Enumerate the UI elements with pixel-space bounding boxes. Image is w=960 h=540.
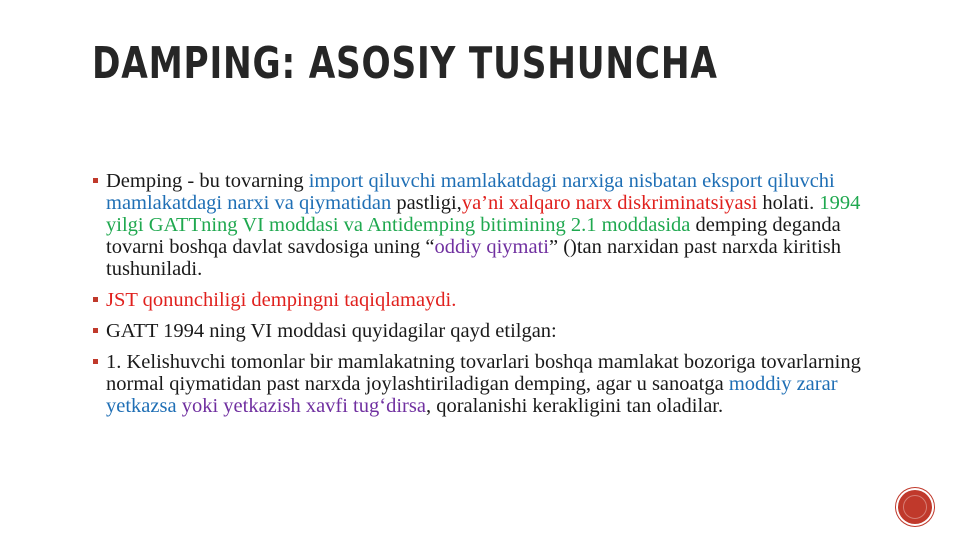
bullet-item bbox=[92, 289, 882, 311]
bullet-text-segment: import qiluvchi mamlakatdagi narxiga nisbatan eksport qiluvchi mamlakatdagi narxi va qiymatidan bbox=[106, 170, 835, 214]
bullet-text-segment: holati. bbox=[757, 192, 820, 214]
bullet-square-icon bbox=[93, 178, 98, 183]
next-slide-circle-icon[interactable] bbox=[898, 490, 932, 524]
bullet-text-segment: moddiy zarar yetkazsa bbox=[106, 373, 838, 417]
bullet-text-segment: yoki yetkazish xavfi tug‘dirsa bbox=[181, 395, 426, 417]
bullet-item bbox=[92, 320, 882, 342]
bullet-item bbox=[92, 170, 882, 280]
bullet-text-segment: Demping - bu tovarning bbox=[106, 170, 309, 192]
bullet-square-icon bbox=[93, 359, 98, 364]
bullet-text-segment: pastligi, bbox=[391, 192, 462, 214]
bullet-text-segment: JST qonunchiligi dempingni taqiqlamaydi. bbox=[106, 289, 457, 311]
slide-title: DAMPING: ASOSIY TUSHUNCHA bbox=[92, 38, 718, 89]
bullet-square-icon bbox=[93, 328, 98, 333]
bullet-text-segment: , qoralanishi kerakligini tan oladilar. bbox=[425, 395, 724, 417]
bullet-text-segment: ya’ni xalqaro narx diskriminatsiyasi bbox=[461, 192, 758, 214]
bullet-item bbox=[92, 351, 882, 417]
bullet-text-segment: ” ()tan narxidan past narxda kiritish tushuniladi. bbox=[106, 236, 841, 280]
bullet-text-segment: 1994 yilgi GATTning VI moddasi va Antidemping bitimining 2.1 moddasida bbox=[106, 192, 861, 236]
bullet-text-segment: demping deganda tovarni boshqa davlat savdosiga uning “ bbox=[106, 214, 841, 258]
bullet-text-segment: oddiy qiymati bbox=[434, 236, 549, 258]
bullet-text-segment: 1. Kelishuvchi tomonlar bir mamlakatning tovarlari boshqa mamlakat bozoriga tovarlarning normal qiymatidan past narxda joylashtiriladigan demping, agar u sanoatga bbox=[106, 351, 861, 395]
bullet-text-segment: GATT 1994 ning VI moddasi quyidagilar qayd etilgan: bbox=[106, 320, 557, 342]
bullet-square-icon bbox=[93, 297, 98, 302]
slide-content bbox=[92, 170, 882, 426]
